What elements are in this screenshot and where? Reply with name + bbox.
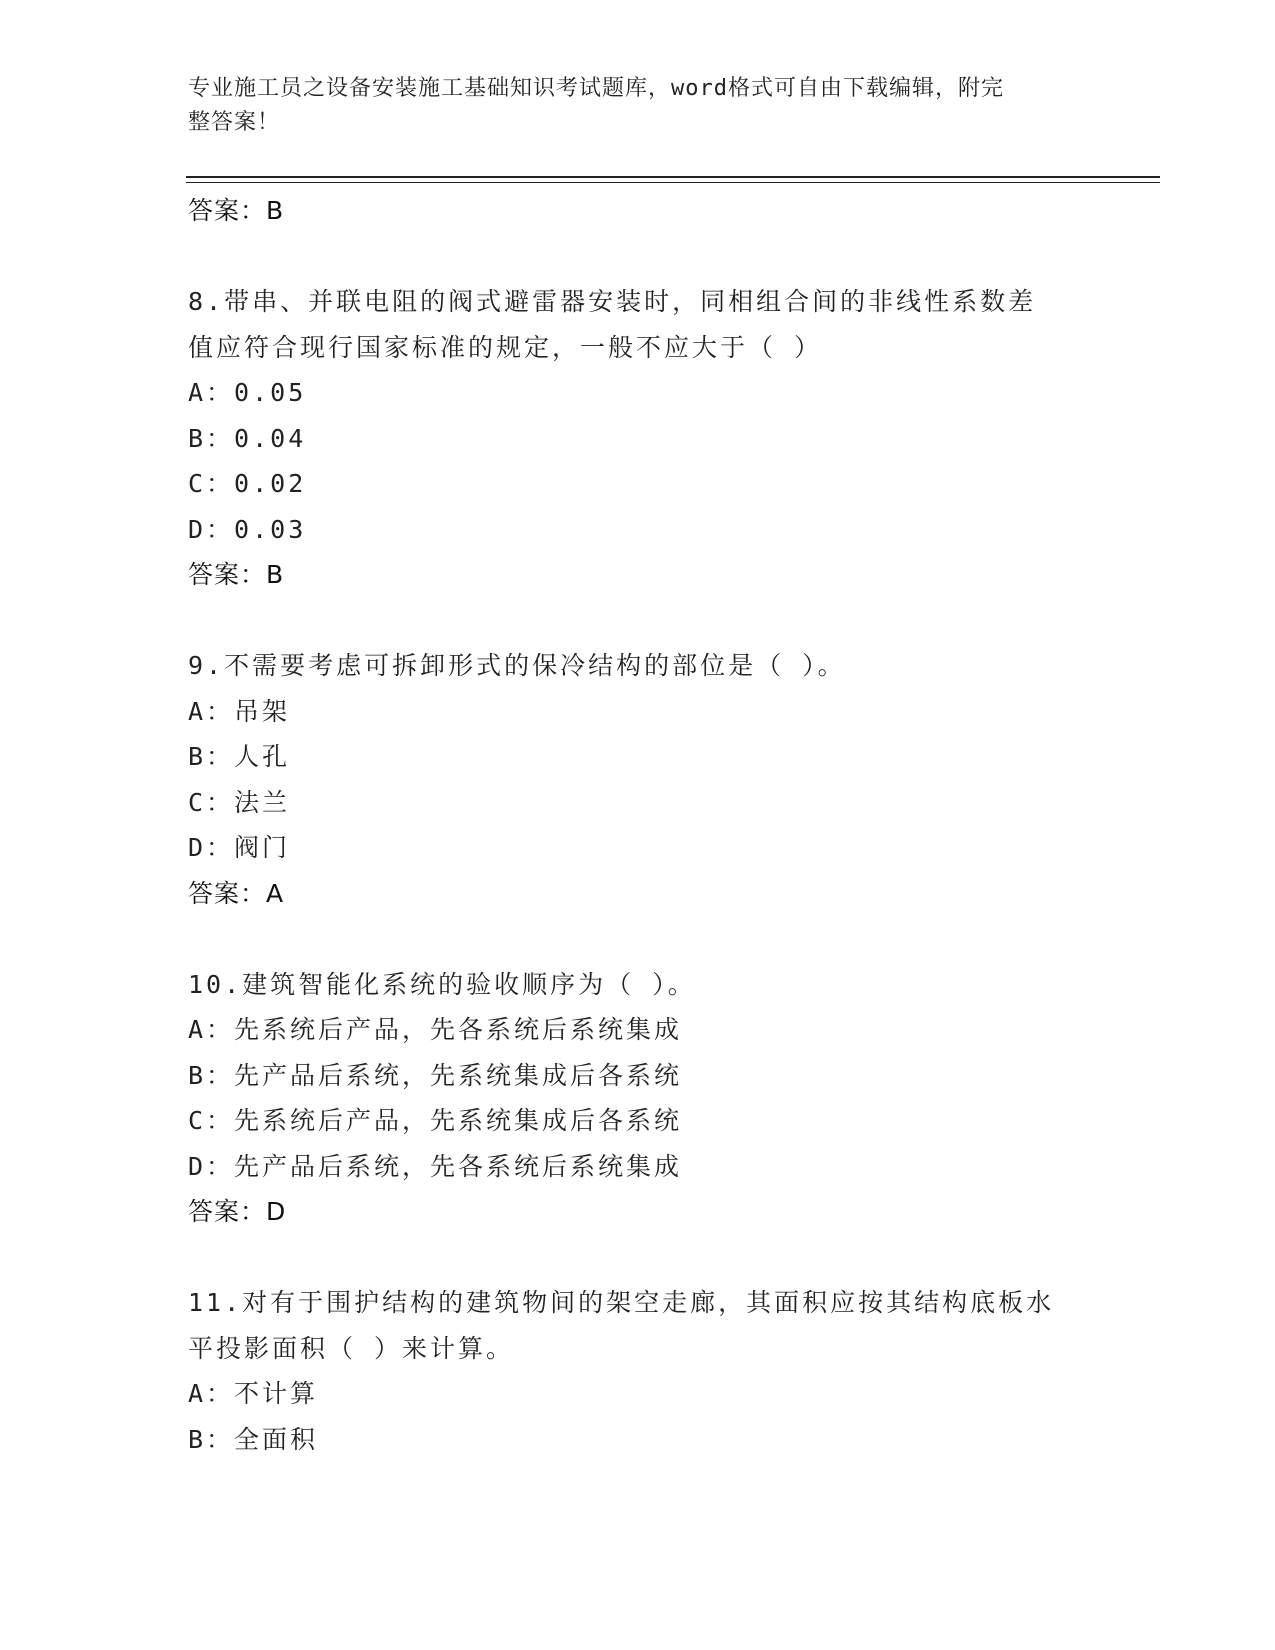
previous-answer: 答案：B (188, 196, 285, 225)
document-header (188, 72, 1068, 140)
option-b: B：人孔 (188, 742, 291, 771)
option-a: A：0.05 (188, 378, 307, 407)
option-d: D：0.03 (188, 514, 307, 544)
question-11 (188, 1280, 1088, 1462)
header-line-2: 整答案！ (188, 110, 281, 135)
spacer (188, 916, 1088, 962)
option-a: A：不计算 (188, 1379, 319, 1408)
option-a: A：吊架 (188, 696, 291, 726)
header-divider-thin (186, 182, 1160, 183)
answer: 答案：B (188, 560, 285, 589)
question-list (188, 188, 1088, 1462)
option-c: C：法兰 (188, 787, 291, 817)
option-d: D：先产品后系统，先各系统后系统集成 (188, 1151, 683, 1181)
question-stem: 8.带串、并联电阻的阀式避雷器安装时，同相组合间的非线性系数差 (188, 287, 1037, 316)
question-8 (188, 279, 1088, 598)
answer: 答案：A (188, 878, 285, 908)
header-divider-thick (186, 176, 1160, 178)
option-c: C：0.02 (188, 469, 307, 498)
option-b: B：先产品后系统，先系统集成后各系统 (188, 1060, 683, 1090)
option-c: C：先系统后产品，先系统集成后各系统 (188, 1106, 683, 1135)
question-10 (188, 962, 1088, 1235)
option-b: B：全面积 (188, 1424, 319, 1454)
question-stem: 10.建筑智能化系统的验收顺序为（ ）。 (188, 969, 696, 999)
question-9 (188, 643, 1088, 916)
spacer (188, 1235, 1088, 1281)
option-d: D：阀门 (188, 833, 291, 862)
question-stem: 9.不需要考虑可拆卸形式的保冷结构的部位是（ ）。 (188, 651, 846, 680)
question-stem: 值应符合现行国家标准的规定，一般不应大于（ ） (188, 332, 823, 362)
spacer (188, 234, 1088, 280)
option-a: A：先系统后产品，先各系统后系统集成 (188, 1015, 683, 1044)
answer: 答案：D (188, 1197, 287, 1226)
spacer (188, 598, 1088, 644)
option-b: B：0.04 (188, 423, 307, 453)
question-stem: 11.对有于围护结构的建筑物间的架空走廊，其面积应按其结构底板水 (188, 1288, 1055, 1317)
header-line-1: 专业施工员之设备安装施工基础知识考试题库，word格式可自由下载编辑，附完 (188, 76, 1004, 101)
question-stem: 平投影面积（ ）来计算。 (188, 1333, 515, 1363)
